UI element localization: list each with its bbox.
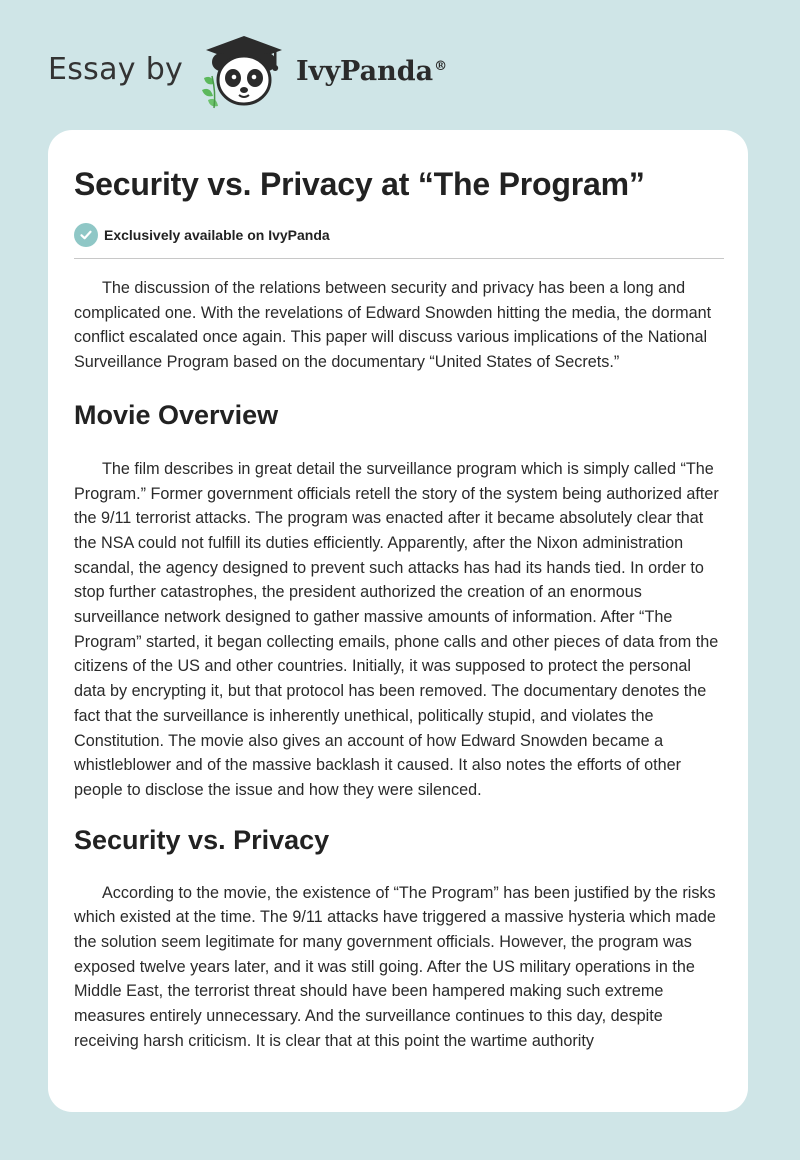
intro-paragraph: The discussion of the relations between security and privacy has been a long and complicated one. With the revelations of Edward Snowden hitting the media, the dormant conflict escalated once again. This paper will discuss various implications of the National Surveillance Program based on the documentary “United States of Secrets.” bbox=[74, 279, 712, 372]
page-title: Security vs. Privacy at “The Program” bbox=[74, 166, 645, 202]
title-divider bbox=[74, 258, 724, 259]
check-icon bbox=[74, 223, 98, 247]
section-heading-security-vs-privacy: Security vs. Privacy bbox=[74, 824, 330, 855]
essay-content bbox=[74, 164, 724, 1054]
exclusive-badge-label: Exclusively available on IvyPanda bbox=[104, 227, 330, 243]
registered-mark: ® bbox=[434, 59, 448, 74]
security-vs-privacy-paragraph: According to the movie, the existence of “The Program” has been justified by the risks which existed at the time. The 9/11 attacks have triggered a massive hysteria which made the solution seem legitimate for many government officials. However, the program was exposed twelve years later, and it was still going. After the US military operations in the Middle East, the terrorist threat should have been hampered making such extreme measures entirely unnecessary. And the surveillance continues to this day, despite receiving harsh criticism. It is clear that at this point the wartime authority bbox=[74, 883, 716, 1050]
exclusive-badge bbox=[74, 222, 724, 248]
essay-by-label: Essay by bbox=[48, 52, 184, 87]
site-header bbox=[48, 34, 748, 114]
section-heading-movie-overview: Movie Overview bbox=[74, 399, 279, 430]
essay-card bbox=[48, 130, 748, 1112]
brand-name[interactable]: IvyPanda® bbox=[296, 56, 448, 87]
ivypanda-logo-icon[interactable] bbox=[198, 34, 290, 110]
movie-overview-paragraph: The film describes in great detail the surveillance program which is simply called “The Program.” Former government officials retell the story of the system being authorized after the 9/11 terrorist attacks. The program was enacted after it became absolutely clear that the NSA could not fulfill its duties efficiently. Apparently, after the Nixon administration scandal, the agency designed to prevent such attacks has had its hands tied. In order to stop further catastrophes, the president authorized the creation of an enormous surveillance network designed to gather massive amounts of information. After “The Program” started, it began collecting emails, phone calls and other pieces of data from the citizens of the US and other countries. Initially, it was supposed to protect the personal data by encrypting it, but that protocol has been removed. The documentary denotes the fact that the surveillance is inherently unethical, politically stupid, and violates the Constitution. The movie also gives an account of how Edward Snowden became a whistleblower and of the massive backlash it caused. It also notes the efforts of other people to disclose the issue and how they were silenced. bbox=[74, 459, 719, 799]
